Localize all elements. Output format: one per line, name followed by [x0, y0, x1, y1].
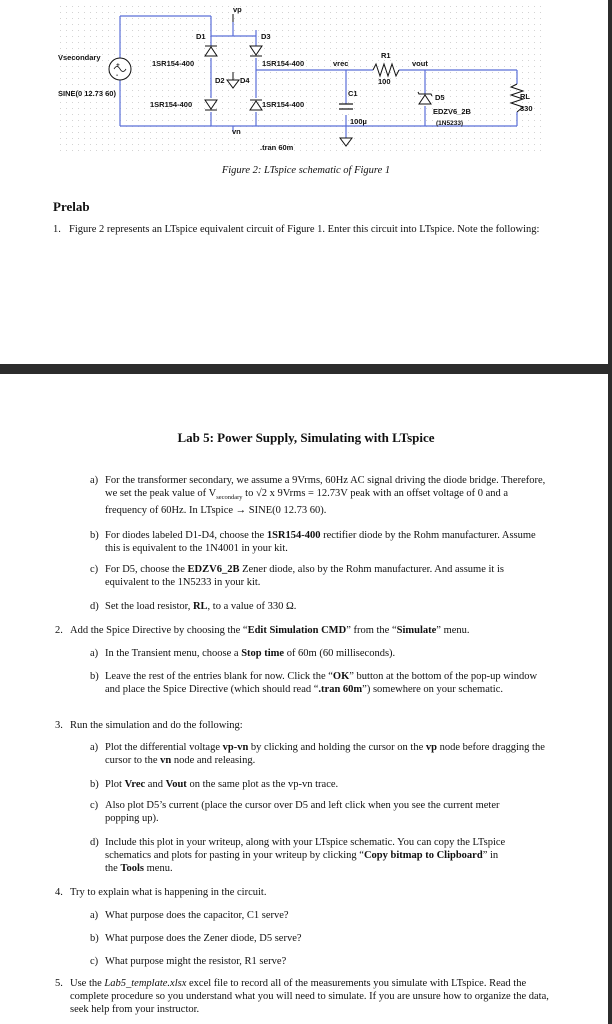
item-label: b)	[90, 933, 99, 944]
item-label: a)	[90, 742, 99, 753]
svg-text:+: +	[116, 62, 120, 69]
d2-label: D2	[215, 76, 225, 85]
d5-model-label: EDZV6_2B	[433, 107, 471, 116]
prelab-item-text: Figure 2 represents an LTspice equivalent circuit of Figure 1. Enter this circuit into LTspice. Note the following:	[69, 224, 540, 235]
step-number: 4.	[55, 887, 63, 898]
step4: 4. Try to explain what is happening in the circuit.	[55, 887, 267, 898]
figure-caption: Figure 2: LTspice schematic of Figure 1	[221, 165, 391, 176]
d1-label: D1	[196, 32, 206, 41]
ac-source	[109, 58, 131, 80]
d3-model-label: 1SR154-400	[262, 59, 305, 68]
step-number: 2.	[55, 625, 63, 636]
step3-item-d: d) Include this plot in your writeup, along with your LTspice schematic. You can copy the LTspice schematics and plots for pasting in your writeup by clicking “Copy bitmap to Clipboard” in the Tools menu.	[90, 837, 506, 874]
prelab-item-1	[53, 223, 553, 236]
step3: 3. Run the simulation and do the following:	[55, 720, 243, 731]
svg-text:-: -	[116, 72, 119, 79]
r1-label: R1	[381, 51, 391, 60]
vn-label: vn	[232, 127, 241, 136]
d2-model-label: 1SR154-400	[150, 100, 193, 109]
page-edge	[608, 374, 612, 1024]
step1-item-c: c) For D5, choose the EDZV6_2B Zener diode, also by the Rohm manufacturer. And assume it is equivalent to the 1N5233 in your kit.	[90, 564, 504, 588]
d5-label: D5	[435, 93, 445, 102]
prelab-item-number: 1.	[53, 224, 61, 235]
rl-label: RL	[520, 92, 530, 101]
vout-label: vout	[412, 59, 428, 68]
step-number: 5.	[55, 978, 63, 989]
step1-item-d: d) Set the load resistor, RL, to a value of 330 Ω.	[90, 601, 297, 612]
prelab-heading: Prelab	[53, 199, 90, 214]
spice-directive-label: .tran 60m	[260, 143, 294, 152]
d3-label: D3	[261, 32, 271, 41]
step3-item-c: c) Also plot D5’s current (place the cursor over D5 and left click when you see the current meter popping up).	[90, 800, 500, 824]
item-label: a)	[90, 910, 99, 921]
rl-value-label: 330	[520, 104, 533, 113]
vp-label: vp	[233, 5, 242, 14]
step1-item-b: b) For diodes labeled D1-D4, choose the 1SR154-400 rectifier diode by the Rohm manufacturer. Assume this is equivalent to the 1N4001 in your kit.	[90, 530, 536, 554]
d1-model-label: 1SR154-400	[152, 59, 195, 68]
item-label: b)	[90, 671, 99, 682]
page-top	[0, 0, 612, 365]
d5-equiv-label: (1N5233)	[436, 120, 464, 127]
step-number: 3.	[55, 720, 63, 731]
item-label: d)	[90, 601, 99, 612]
item-label: d)	[90, 837, 99, 848]
item-label: a)	[90, 475, 99, 486]
ltspice-schematic	[0, 0, 612, 160]
step1-item-a: a) For the transformer secondary, we assume a 9Vrms, 60Hz AC signal driving the diode bridge. Therefore, we set the peak value of $V_{secondary}$ to √2 x 9Vrms = 12.73V peak with an offset voltage of 0 and a frequency of 60Hz. In LTspice → SINE(0 12.73 60).	[90, 475, 546, 517]
d4-model-label: 1SR154-400	[262, 100, 305, 109]
c1-value-label: 100µ	[350, 117, 367, 126]
item-label: c)	[90, 956, 99, 967]
step2-item-a: a) In the Transient menu, choose a Stop time of 60m (60 milliseconds).	[90, 648, 396, 659]
item-label: b)	[90, 530, 99, 541]
c1-label: C1	[348, 89, 358, 98]
step4-item-b: b) What purpose does the Zener diode, D5 serve?	[90, 933, 302, 944]
lab-title: Lab 5: Power Supply, Simulating with LTspice	[177, 430, 435, 445]
item-label: c)	[90, 564, 99, 575]
r1-value-label: 100	[378, 77, 391, 86]
d4-label: D4	[240, 76, 250, 85]
item-label: b)	[90, 779, 99, 790]
page-bottom	[0, 374, 612, 1024]
step2-item-b: b) Leave the rest of the entries blank for now. Click the “OK” button at the bottom of the pop-up window and place the Spice Directive (which should read “.tran 60m”) somewhere on your schematic.	[90, 671, 538, 695]
vrec-label: vrec	[333, 59, 349, 68]
step4-item-c: c) What purpose might the resistor, R1 serve?	[90, 956, 287, 967]
grid-background	[55, 6, 545, 156]
item-label: c)	[90, 800, 99, 811]
vsecondary-label: Vsecondary	[58, 53, 101, 62]
step2: 2. Add the Spice Directive by choosing the “Edit Simulation CMD” from the “Simulate” menu.	[55, 625, 470, 636]
step4-item-a: a) What purpose does the capacitor, C1 serve?	[90, 910, 289, 921]
step5: 5. Use the Lab5_template.xlsx excel file to record all of the measurements you simulate with LTspice. Read the complete procedure so you understand what you will need to simulate. If you are unsure how to organize the data, seek help from your instructor.	[55, 978, 549, 1015]
page-separator	[0, 364, 612, 374]
step3-item-a: a) Plot the differential voltage vp-vn by clicking and holding the cursor on the vp node before dragging the cursor to the vn node and releasing.	[90, 742, 545, 766]
item-label: a)	[90, 648, 99, 659]
step3-item-b: b) Plot Vrec and Vout on the same plot as the vp-vn trace.	[90, 779, 339, 790]
source-value-label: SINE(0 12.73 60)	[58, 89, 116, 98]
